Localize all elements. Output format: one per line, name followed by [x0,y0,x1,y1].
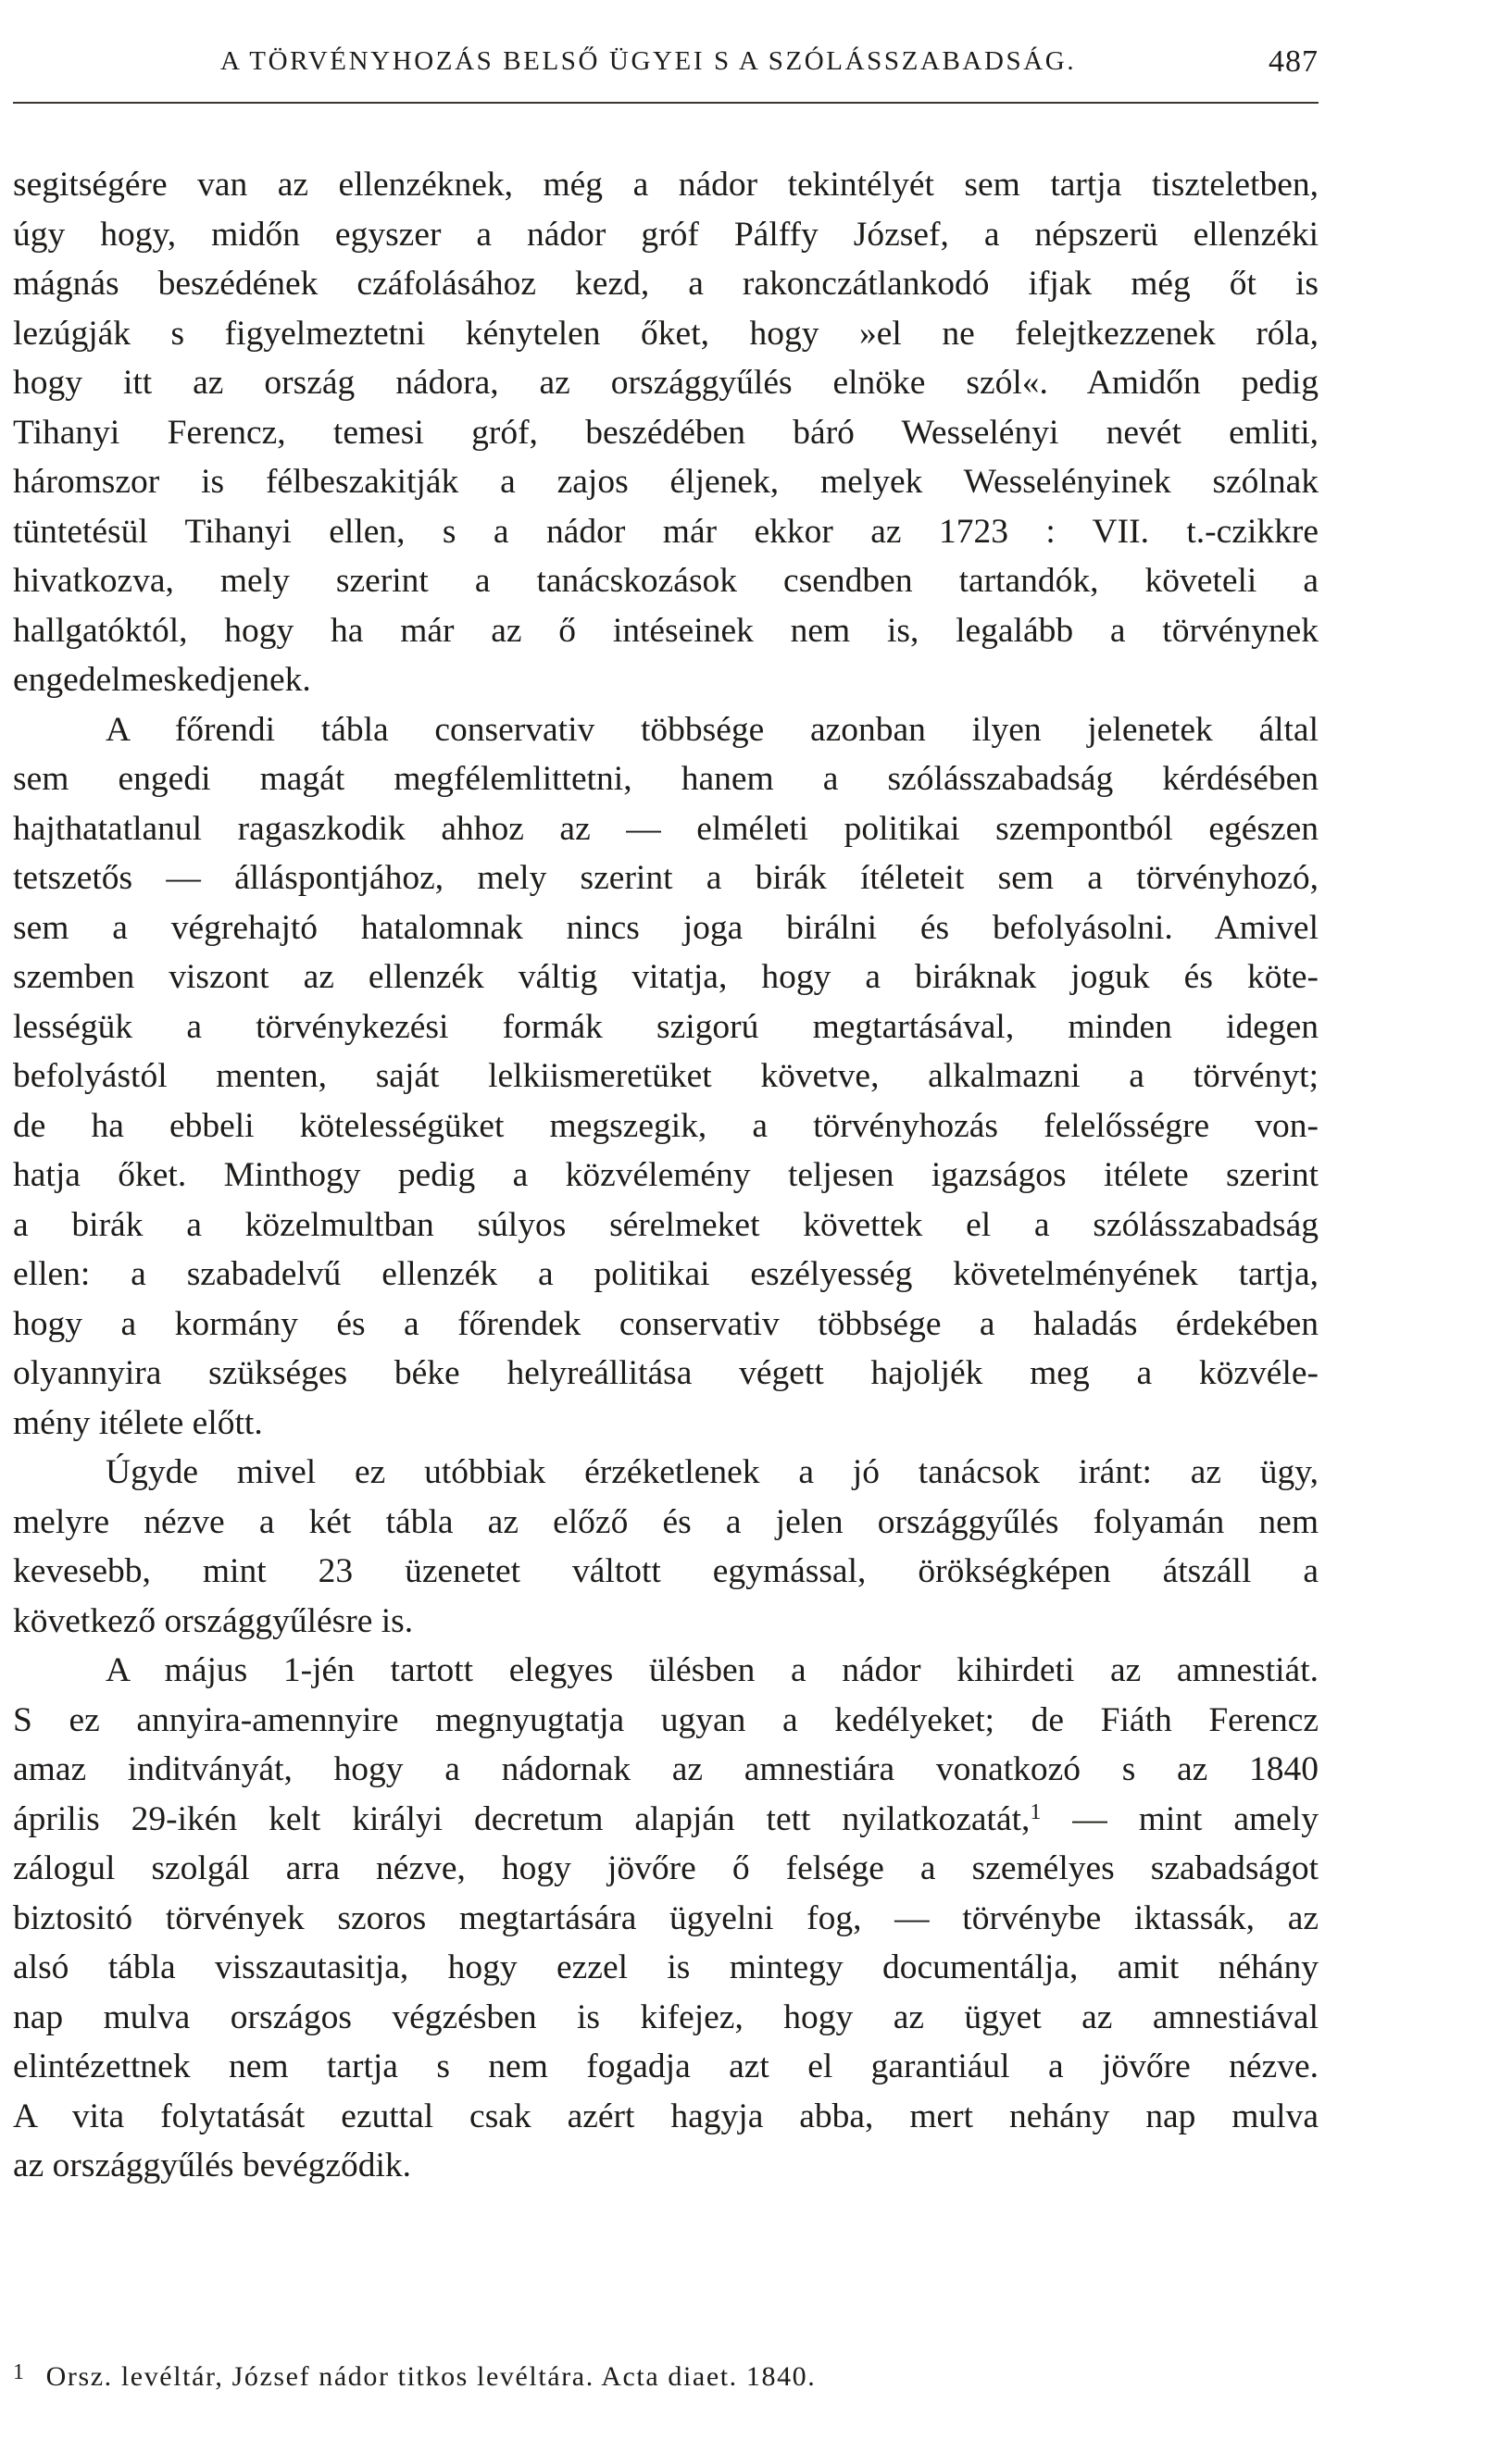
header-rule [13,102,1319,104]
text-line-content: hogy a kormány és a főrendek conservativ többsége a haladás érdekében [13,1304,1319,1343]
text-line-content: melyre nézve a két tábla az előző és a jelen országgyűlés folyamán nem [13,1502,1319,1541]
text-line [13,160,1319,210]
text-line [13,1844,1319,1894]
text-line [13,952,1319,1002]
text-line-content: A vita folytatását ezuttal csak azért hagyja abba, mert nehány nap mulva [13,2097,1319,2135]
text-line [13,1745,1319,1795]
footnote-reference: 1 [1030,1799,1042,1824]
text-line [13,457,1319,507]
text-line-content: sem engedi magát megfélemlittetni, hanem a szólásszabadság kérdésében [13,760,1319,798]
footnote [13,2358,1319,2396]
text-line-content: engedelmeskedjenek. [13,661,311,699]
text-line [13,754,1319,804]
text-line-content: alsó tábla visszautasitja, hogy ezzel is mintegy documentálja, amit néhány [13,1948,1319,1986]
text-line-content: S ez annyira-amennyire megnyugtatja ugyan a kedélyeket; de Fiáth Ferencz [13,1700,1319,1739]
text-line-content: zálogul szolgál arra nézve, hogy jövőre ő felsége a személyes szabadságot [13,1849,1319,1887]
text-line [13,853,1319,903]
text-line-content: nap mulva országos végzésben is kifejez, hogy az ügyet az amnestiával [13,1997,1319,2036]
text-line [13,1498,1319,1548]
text-line [13,556,1319,606]
text-line-content: A főrendi tábla conservativ többsége azonban ilyen jelenetek által [106,710,1319,749]
text-line [13,606,1319,656]
text-line [13,804,1319,854]
footnote-marker: 1 [13,2360,26,2384]
text-line-content: hogy itt az ország nádora, az országgyűlés elnöke szól«. Amidőn pedig [13,364,1319,402]
text-line-content: tüntetésül Tihanyi ellen, s a nádor már ekkor az 1723 : VII. t.-czikkre [13,512,1319,551]
text-line [13,2092,1319,2142]
text-line [13,1943,1319,1993]
text-line-content: háromszor is félbeszakitják a zajos éljenek, melyek Wesselényinek szólnak [13,463,1319,501]
text-line-content: biztositó törvények szoros megtartására ügyelni fog, — törvénybe iktassák, az [13,1898,1319,1937]
running-header [13,46,1319,93]
text-line [13,705,1319,755]
text-line-content: segitségére van az ellenzéknek, még a nádor tekintélyét sem tartja tiszteletben, [13,166,1319,204]
text-line [13,408,1319,458]
text-line [13,1448,1319,1498]
text-line-content: lességük a törvénykezési formák szigorú megtartásával, minden idegen [13,1007,1319,1046]
text-line-content: ellen: a szabadelvű ellenzék a politikai eszélyesség követelményének tartja, [13,1255,1319,1293]
text-line [13,1696,1319,1746]
text-line-content: amaz inditványát, hogy a nádornak az amnestiára vonatkozó s az 1840 [13,1750,1319,1788]
text-line-content: hatja őket. Minthogy pedig a közvélemény teljesen igazságos itélete szerint [13,1156,1319,1194]
text-line [13,358,1319,408]
text-line [13,1547,1319,1597]
text-line [13,903,1319,953]
text-line [13,1646,1319,1696]
text-line-content: úgy hogy, midőn egyszer a nádor gróf Pálffy József, a népszerü ellenzéki [13,215,1319,254]
text-line-content: lezúgják s figyelmeztetni kénytelen őket, hogy »el ne felejtkezzenek róla, [13,314,1319,353]
text-line [13,1250,1319,1300]
text-line [13,1101,1319,1151]
text-line [13,1349,1319,1399]
page-number: 487 [1269,44,1319,79]
text-line-content: mágnás beszédének czáfolásához kezd, a rakonczátlankodó ifjak még őt is [13,265,1319,303]
text-line [13,1597,1319,1647]
text-line [13,210,1319,260]
running-title: A TÖRVÉNYHOZÁS BELSŐ ÜGYEI S A SZÓLÁSSZABADSÁG. [220,46,1077,76]
text-line-content: következő országgyűlésre is. [13,1601,414,1640]
text-line-content: kevesebb, mint 23 üzenetet váltott egymással, örökségképen átszáll a [13,1552,1319,1590]
text-line-content: hallgatóktól, hogy ha már az ő intéseinek nem is, legalább a törvénynek [13,611,1319,650]
text-line-content: a birák a közelmultban súlyos sérelmeket követtek el a szólásszabadság [13,1205,1319,1244]
text-line-content: április 29-ikén kelt királyi decretum alapján tett nyilatkozatát, [13,1799,1031,1838]
text-line [13,1795,1319,1845]
text-line-content: szemben viszont az ellenzék váltig vitatja, hogy a biráknak joguk és köte- [13,958,1319,996]
text-line-content: befolyástól menten, saját lelkiismeretüket követve, alkalmazni a törvényt; [13,1057,1319,1095]
text-line-content: A május 1-jén tartott elegyes ülésben a nádor kihirdeti az amnestiát. [106,1651,1319,1689]
text-line-content: sem a végrehajtó hatalomnak nincs joga birálni és befolyásolni. Amivel [13,908,1319,947]
text-line [13,1052,1319,1101]
text-line [13,2042,1319,2092]
text-line [13,1151,1319,1201]
text-line [13,1002,1319,1052]
text-line-content: az országgyűlés bevégződik. [13,2147,412,2184]
footnote-text: Orsz. levéltár, József nádor titkos levéltára. Acta diaet. 1840. [45,2361,817,2392]
text-line-content: mény itélete előtt. [13,1403,263,1442]
text-line-content: de ha ebbeli kötelességüket megszegik, a törvényhozás felelősségre von- [13,1106,1319,1145]
text-line-content: elintézettnek nem tartja s nem fogadja azt el garantiául a jövőre nézve. [13,2047,1319,2085]
body-text [13,160,1319,2191]
text-line [13,1399,1319,1449]
text-line [13,309,1319,359]
text-line [13,1993,1319,2043]
text-line [13,1894,1319,1944]
text-line-content: Tihanyi Ferencz, temesi gróf, beszédében báró Wesselényi nevét emliti, [13,413,1319,452]
text-line-content: tetszetős — álláspontjához, mely szerint a birák ítéleteit sem a törvényhozó, [13,859,1319,897]
text-line [13,259,1319,309]
text-line-continuation: — mint amely [1041,1799,1319,1838]
text-line-content: hivatkozva, mely szerint a tanácskozások csendben tartandók, követeli a [13,562,1319,600]
text-line [13,655,1319,705]
text-line-content: hajthatatlanul ragaszkodik ahhoz az — elméleti politikai szempontból egészen [13,809,1319,848]
text-line-content: olyannyira szükséges béke helyreállitása végett hajoljék meg a közvéle- [13,1354,1319,1392]
text-line-content: Úgyde mivel ez utóbbiak érzéketlenek a jó tanácsok iránt: az ügy, [106,1453,1319,1491]
text-line [13,2141,1319,2191]
text-line [13,1300,1319,1350]
text-line [13,507,1319,557]
text-line [13,1201,1319,1251]
